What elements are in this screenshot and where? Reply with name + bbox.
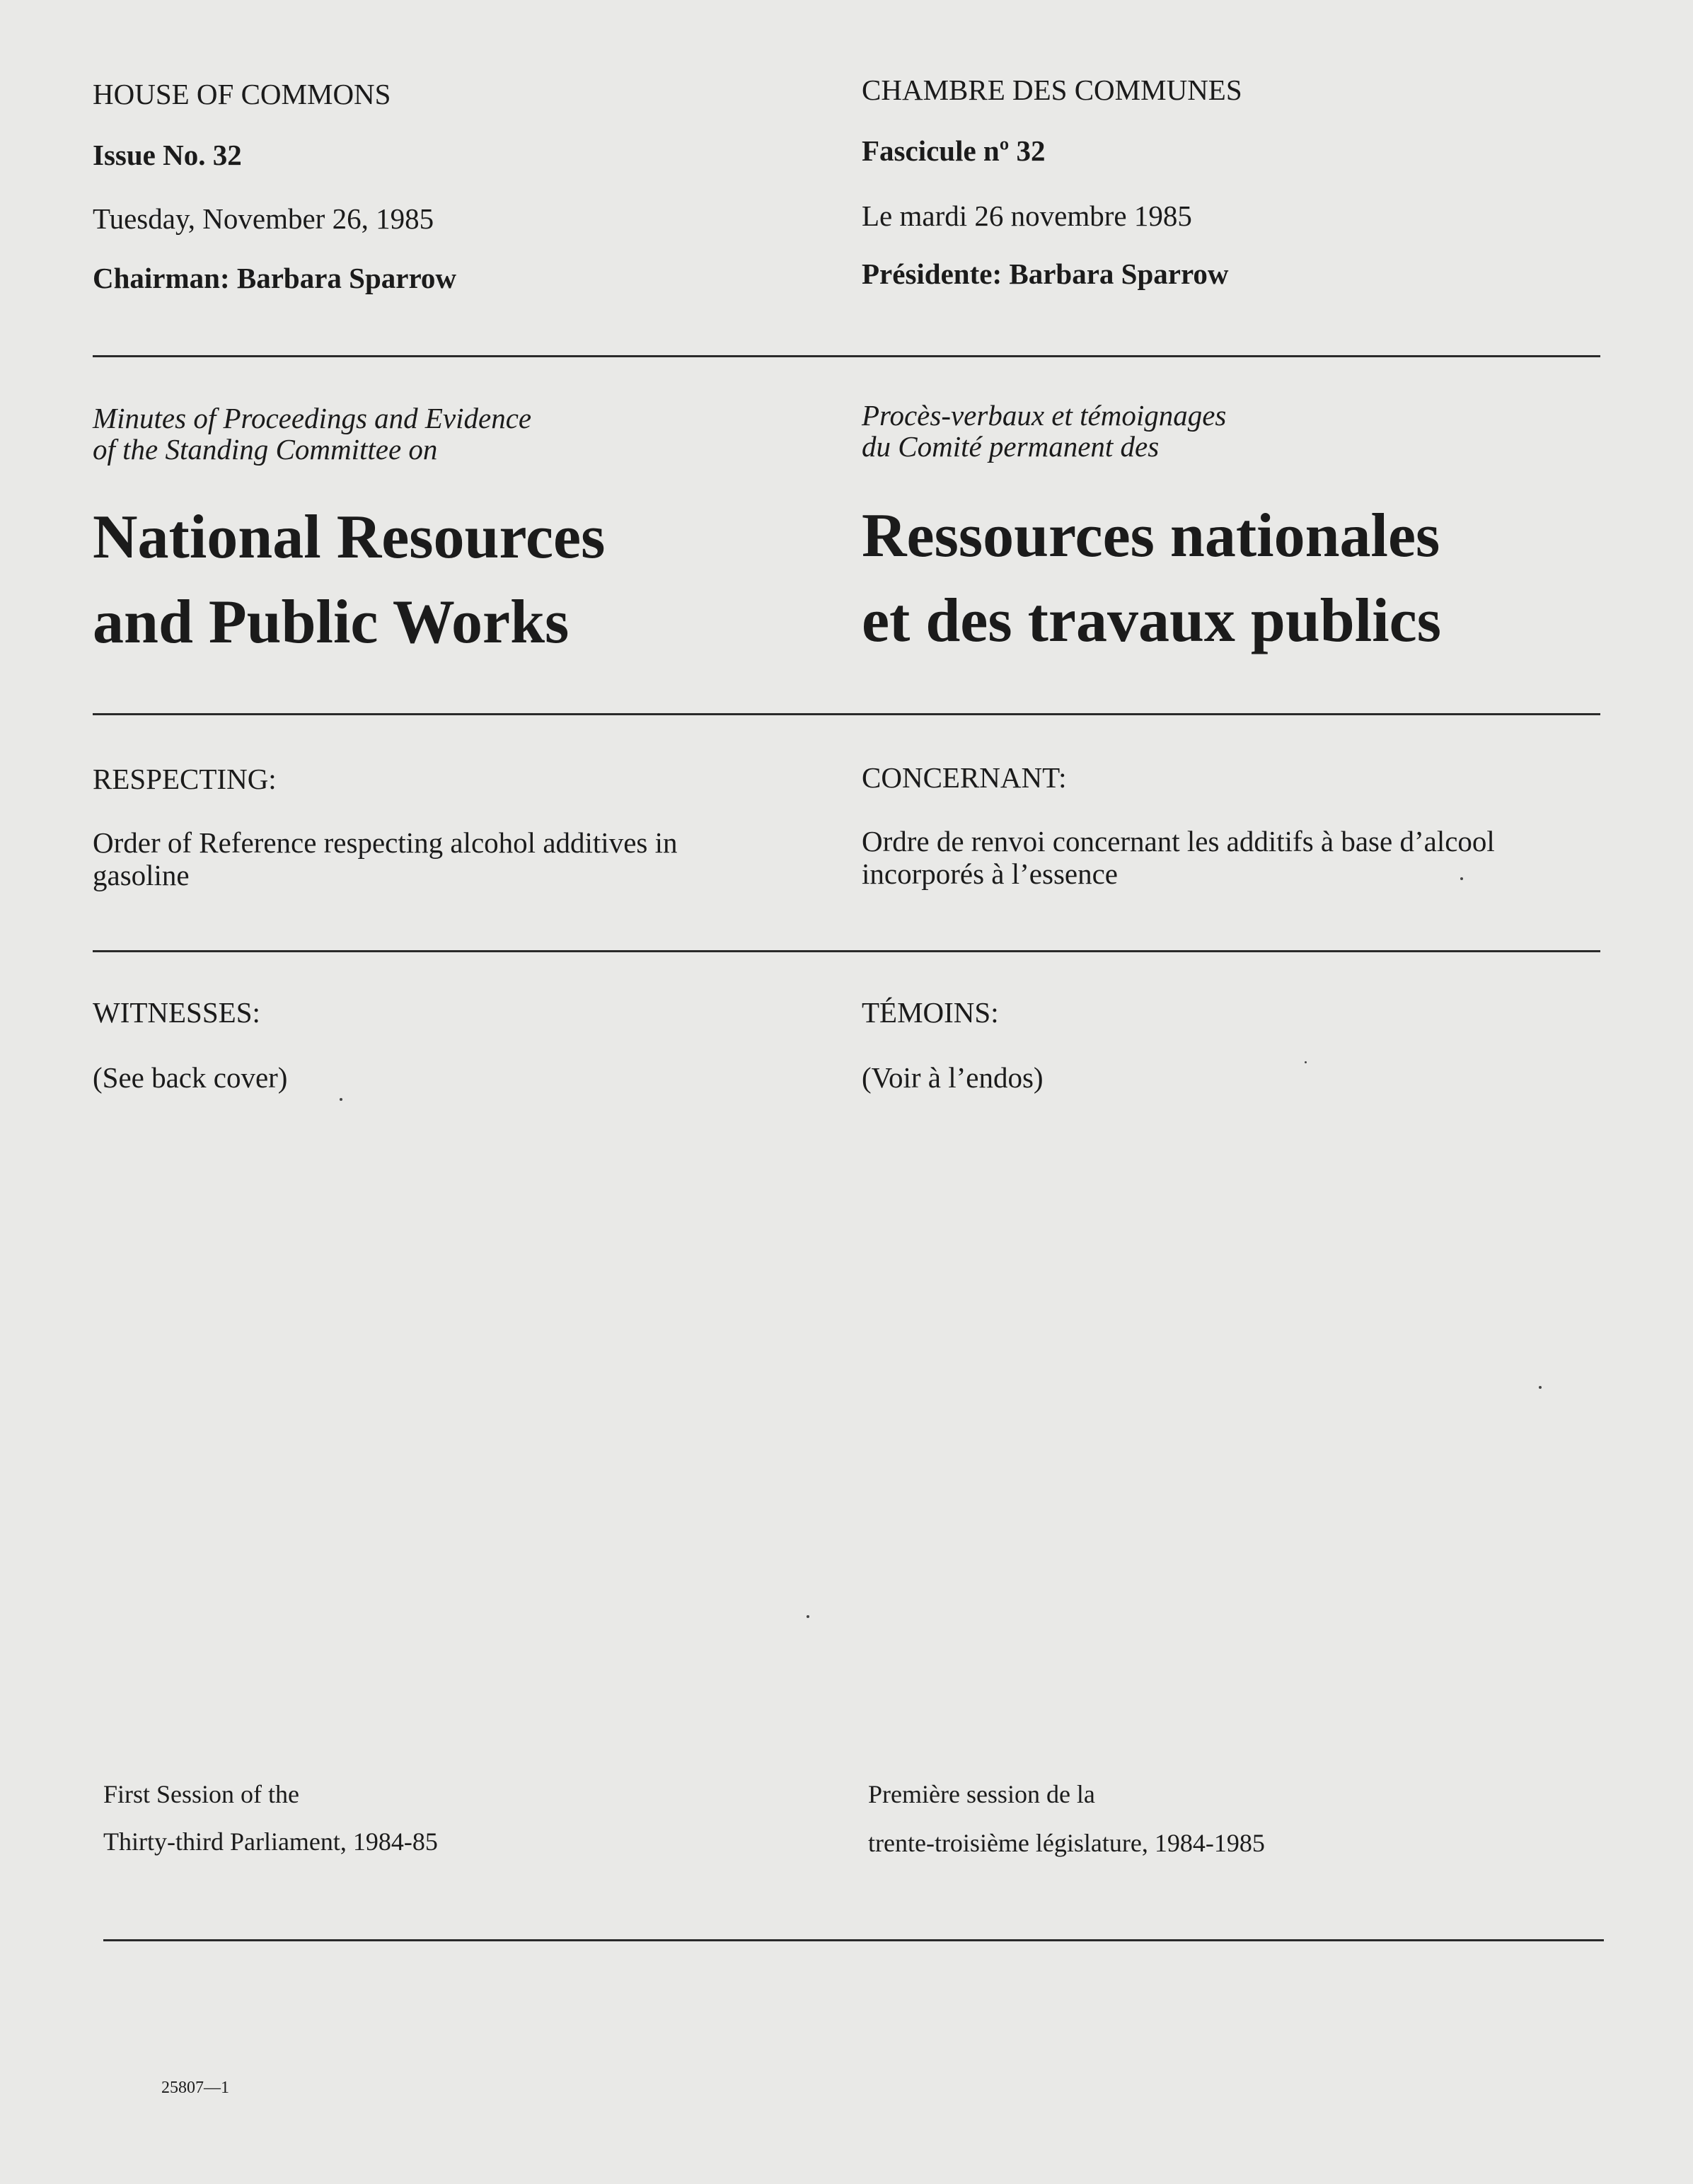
divider-rule bbox=[93, 355, 1600, 357]
concernant-label: CONCERNANT: bbox=[862, 761, 1067, 794]
chairman: Chairman: Barbara Sparrow bbox=[93, 262, 457, 294]
temoins-text: (Voir à l’endos) bbox=[862, 1061, 1044, 1094]
proces-verbaux-line1: Procès-verbaux et témoignages bbox=[862, 399, 1227, 432]
minutes-caption-line1: Minutes of Proceedings and Evidence bbox=[93, 402, 532, 434]
chambre-des-communes-heading: CHAMBRE DES COMMUNES bbox=[862, 74, 1242, 106]
date-fr: Le mardi 26 novembre 1985 bbox=[862, 200, 1192, 232]
print-speck bbox=[340, 1098, 342, 1101]
house-of-commons-heading: HOUSE OF COMMONS bbox=[93, 78, 391, 110]
divider-rule bbox=[103, 1939, 1604, 1941]
session-line1-fr: Première session de la bbox=[868, 1780, 1095, 1808]
witnesses-label: WITNESSES: bbox=[93, 996, 260, 1029]
session-line2-fr: trente-troisième législature, 1984-1985 bbox=[868, 1829, 1265, 1857]
temoins-label: TÉMOINS: bbox=[862, 996, 999, 1029]
proces-verbaux-line2: du Comité permanent des bbox=[862, 430, 1160, 463]
respecting-text-line1: Order of Reference respecting alcohol additives in bbox=[93, 826, 678, 859]
divider-rule bbox=[93, 950, 1600, 952]
print-speck bbox=[807, 1615, 809, 1618]
meeting-date: Tuesday, November 26, 1985 bbox=[93, 202, 434, 235]
concernant-text-line2: incorporés à l’essence bbox=[862, 857, 1118, 890]
concernant-text-line1: Ordre de renvoi concernant les additifs à base d’alcool bbox=[862, 825, 1495, 857]
respecting-text-line2: gasoline bbox=[93, 859, 190, 891]
committee-title-en-line1: National Resources bbox=[93, 503, 606, 572]
print-speck bbox=[1539, 1386, 1542, 1389]
issue-number: Issue No. 32 bbox=[93, 139, 242, 171]
session-line1: First Session of the bbox=[103, 1780, 300, 1808]
divider-rule bbox=[93, 713, 1600, 715]
print-speck bbox=[1460, 877, 1463, 880]
committee-title-fr-line1: Ressources nationales bbox=[862, 502, 1440, 570]
print-speck bbox=[1305, 1061, 1307, 1063]
committee-title-en-line2: and Public Works bbox=[93, 588, 570, 657]
respecting-label: RESPECTING: bbox=[93, 763, 277, 795]
witnesses-text: (See back cover) bbox=[93, 1061, 288, 1094]
print-code: 25807—1 bbox=[161, 2079, 229, 2097]
minutes-caption-line2: of the Standing Committee on bbox=[93, 433, 438, 466]
presidente: Présidente: Barbara Sparrow bbox=[862, 258, 1229, 290]
committee-title-fr-line2: et des travaux publics bbox=[862, 587, 1441, 655]
fascicule-number: Fascicule nº 32 bbox=[862, 134, 1046, 167]
session-line2: Thirty-third Parliament, 1984-85 bbox=[103, 1827, 438, 1856]
